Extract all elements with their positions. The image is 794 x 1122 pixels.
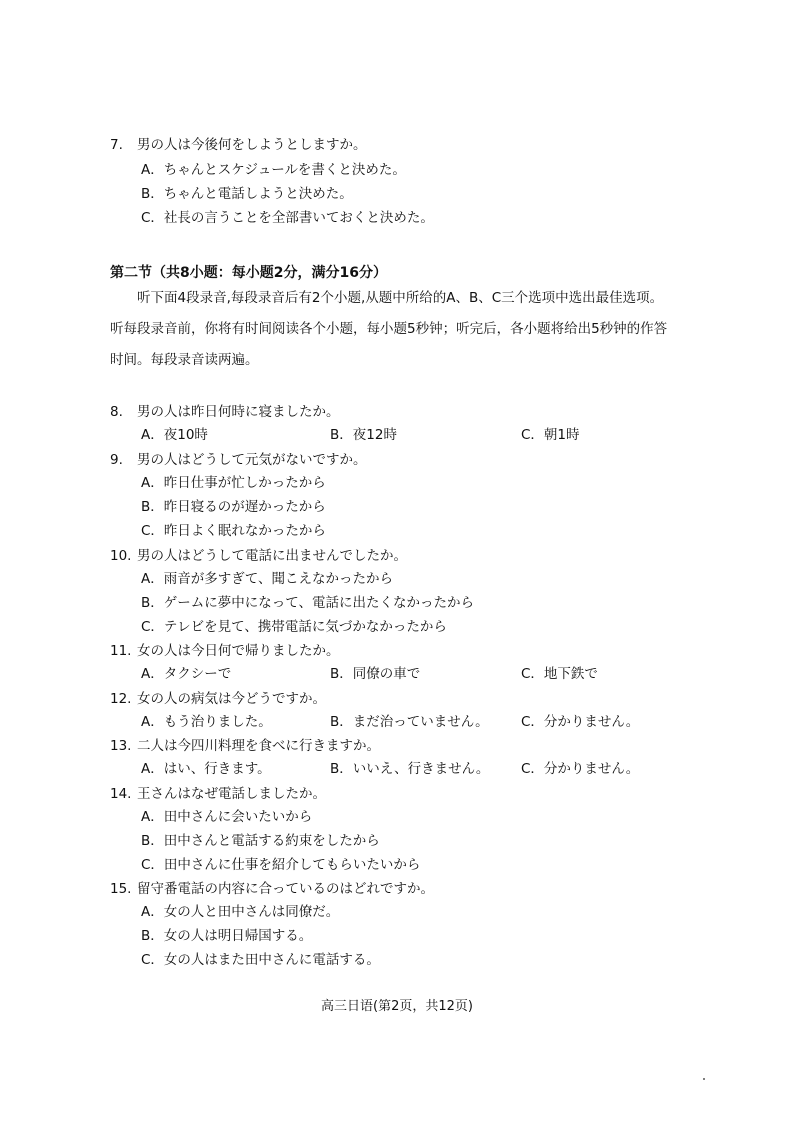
option-b: B．女の人は明日帰国する。	[141, 928, 313, 944]
option-c: C．昨日よく眠れなかったから	[141, 523, 326, 539]
option-b: B．いいえ、行きません。	[330, 761, 490, 777]
scan-speck	[703, 1078, 705, 1080]
option-b: B．同僚の車で	[330, 666, 421, 682]
page-footer: 高三日语(第2页，共12页)	[321, 999, 473, 1014]
option-b: B．夜12時	[330, 427, 397, 443]
option-a: A．はい、行きます。	[141, 761, 271, 777]
question-7	[0, 136, 367, 154]
question-number: 10.	[110, 548, 132, 564]
question-text: 男の人は昨日何時に寝ましたか。	[137, 404, 340, 420]
question-text: 二人は今四川料理を食べに行きますか。	[137, 738, 380, 754]
option-b: B．昨日寝るのが遅かったから	[141, 499, 326, 515]
option-a: A．タクシーで	[141, 666, 232, 682]
question-number: 9.	[110, 452, 123, 468]
question-text: 留守番電話の内容に合っているのはどれですか。	[137, 881, 434, 897]
question-number: 12.	[110, 691, 132, 707]
option-a: A．ちゃんとスケジュールを書くと決めた。	[141, 162, 406, 178]
option-c: C．田中さんに仕事を紹介してもらいたいから	[141, 857, 421, 873]
option-a: A．雨音が多すぎて、聞こえなかったから	[141, 571, 393, 587]
option-c: C．分かりません。	[521, 761, 640, 777]
question-text: 女の人は今日何で帰りましたか。	[137, 643, 340, 659]
section-instructions: 听下面4段录音,每段录音后有2个小题,从题中所给的A、B、C三个选项中选出最佳选项。听每段录音前，你将有时间阅读各个小题，每小题5秒钟；听完后，各小题将给出5秒钟的作答时间。每段录音读两遍。	[110, 290, 668, 368]
question-number: 11.	[110, 643, 132, 659]
section-title: 第二节（共8小题：每小题2分，满分16分）	[110, 265, 387, 281]
question-text: 男の人はどうして電話に出ませんでしたか。	[137, 548, 407, 564]
question-number: 15.	[110, 881, 132, 897]
question-number: 13.	[110, 738, 132, 754]
option-c: C．女の人はまた田中さんに電話する。	[141, 952, 380, 968]
option-b: B．ゲームに夢中になって、電話に出たくなかったから	[141, 595, 474, 611]
option-b: B．まだ治っていません。	[330, 714, 489, 730]
option-a: A．女の人と田中さんは同僚だ。	[141, 904, 340, 920]
option-b: B．田中さんと電話する約束をしたから	[141, 833, 380, 849]
option-a: A．もう治りました。	[141, 714, 272, 730]
option-c: C．朝1時	[521, 427, 580, 443]
question-number: 8.	[110, 404, 123, 420]
question-text: 女の人の病気は今どうですか。	[137, 691, 326, 707]
option-a: A．昨日仕事が忙しかったから	[141, 475, 326, 491]
option-b: B．ちゃんと電話しようと決めた。	[141, 186, 353, 202]
question-text: 男の人は今後何をしようとしますか。	[137, 137, 367, 153]
question-number: 14.	[110, 786, 132, 802]
option-c: C．社長の言うことを全部書いておくと決めた。	[141, 210, 434, 226]
question-text: 男の人はどうして元気がないですか。	[137, 452, 367, 468]
option-c: C．分かりません。	[521, 714, 640, 730]
option-c: C．テレビを見て、携帯電話に気づかなかったから	[141, 619, 447, 635]
question-number: 7.	[110, 137, 123, 153]
option-a: A．田中さんに会いたいから	[141, 809, 313, 825]
option-a: A．夜10時	[141, 427, 208, 443]
question-text: 王さんはなぜ電話しましたか。	[137, 786, 326, 802]
option-c: C．地下鉄で	[521, 666, 598, 682]
